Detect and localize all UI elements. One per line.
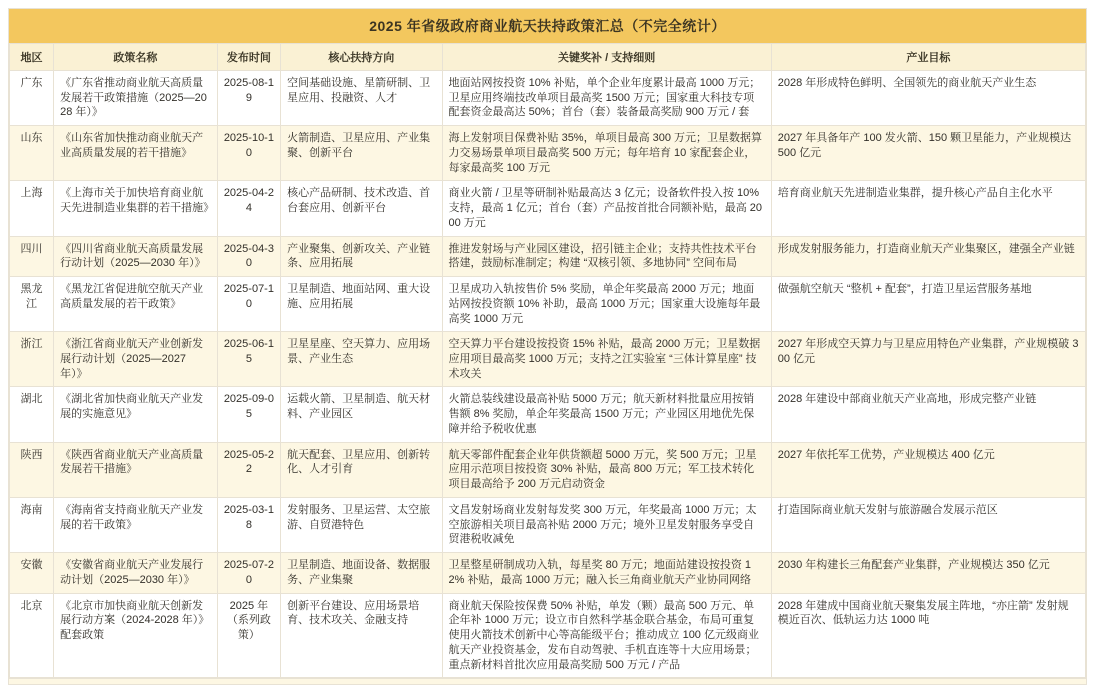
goal-cell: 打造国际商业航天发射与旅游融合发展示范区 xyxy=(771,497,1085,552)
goal-cell: 2027 年形成空天算力与卫星应用特色产业集群，产业规模破 300 亿元 xyxy=(771,332,1085,387)
direction-cell: 火箭制造、卫星应用、产业集聚、创新平台 xyxy=(281,126,442,181)
goal-cell: 2030 年构建长三角配套产业集群，产业规模达 350 亿元 xyxy=(771,553,1085,593)
date-cell: 2025-04-30 xyxy=(217,236,280,276)
incentives-cell: 文昌发射场商业发射每发奖 300 万元，年奖最高 1000 万元；太空旅游相关项目最高补贴 2000 万元；境外卫星发射服务享受自贸港税收减免 xyxy=(442,497,771,552)
date-cell: 2025-04-24 xyxy=(217,181,280,236)
table-row xyxy=(10,497,1086,552)
region-cell: 陕西 xyxy=(10,442,54,497)
table-row xyxy=(10,277,1086,332)
table-row xyxy=(10,442,1086,497)
direction-cell: 核心产品研制、技术改造、首台套应用、创新平台 xyxy=(281,181,442,236)
policy-cell: 《湖北省加快商业航天产业发展的实施意见》 xyxy=(54,387,218,442)
region-cell: 海南 xyxy=(10,497,54,552)
incentives-cell: 航天零部件配套企业年供货额超 5000 万元，奖 500 万元；卫星应用示范项目按投资 30% 补贴，最高 800 万元；军工技术转化项目最高给予 200 万元启动资金 xyxy=(442,442,771,497)
region-cell: 上海 xyxy=(10,181,54,236)
incentives-cell: 地面站网按投资 10% 补贴，单个企业年度累计最高 1000 万元；卫星应用终端技改单项目最高奖 1500 万元；国家重大科技专项配套资金最高达 50%；首台（套）装备最高奖励 900 万元 / 套 xyxy=(442,71,771,126)
region-cell: 山东 xyxy=(10,126,54,181)
date-cell: 2025 年（系列政策） xyxy=(217,593,280,678)
table-row xyxy=(10,126,1086,181)
policy-cell: 《北京市加快商业航天创新发展行动方案（2024-2028 年）》配套政策 xyxy=(54,593,218,678)
incentives-cell: 空天算力平台建设按投资 15% 补贴，最高 2000 万元；卫星数据应用项目最高奖 1000 万元；支持之江实验室 “三体计算星座” 技术攻关 xyxy=(442,332,771,387)
table-row xyxy=(10,387,1086,442)
col-header-region: 地区 xyxy=(10,44,54,71)
table-row xyxy=(10,553,1086,593)
region-cell: 安徽 xyxy=(10,553,54,593)
direction-cell: 产业聚集、创新攻关、产业链条、应用拓展 xyxy=(281,236,442,276)
col-header-goal: 产业目标 xyxy=(771,44,1085,71)
policy-cell: 《广东省推动商业航天高质量发展若干政策措施（2025—2028 年）》 xyxy=(54,71,218,126)
incentives-cell: 卫星成功入轨按售价 5% 奖励，单企年奖最高 2000 万元；地面站网按投资额 10% 补助，最高 1000 万元；国家重大设施每年最高奖 1000 万元 xyxy=(442,277,771,332)
policy-cell: 《黑龙江省促进航空航天产业高质量发展的若干政策》 xyxy=(54,277,218,332)
goal-cell: 2028 年建设中部商业航天产业高地，形成完整产业链 xyxy=(771,387,1085,442)
date-cell: 2025-09-05 xyxy=(217,387,280,442)
policy-cell: 《山东省加快推动商业航天产业高质量发展的若干措施》 xyxy=(54,126,218,181)
date-cell: 2025-10-10 xyxy=(217,126,280,181)
policy-table-container xyxy=(8,8,1087,685)
date-cell: 2025-07-20 xyxy=(217,553,280,593)
goal-cell: 形成发射服务能力，打造商业航天产业集聚区，建强全产业链 xyxy=(771,236,1085,276)
incentives-cell: 火箭总装线建设最高补贴 5000 万元；航天新材料批量应用按销售额 8% 奖励，单企年奖最高 1500 万元；产业园区用地优先保障并给予税收优惠 xyxy=(442,387,771,442)
date-cell: 2025-07-10 xyxy=(217,277,280,332)
table-row xyxy=(10,181,1086,236)
goal-cell: 2027 年依托军工优势，产业规模达 400 亿元 xyxy=(771,442,1085,497)
col-header-incentives: 关键奖补 / 支持细则 xyxy=(442,44,771,71)
date-cell: 2025-03-18 xyxy=(217,497,280,552)
direction-cell: 卫星制造、地面设备、数据服务、产业集聚 xyxy=(281,553,442,593)
header-row xyxy=(10,44,1086,71)
policy-cell: 《安徽省商业航天产业发展行动计划（2025—2030 年）》 xyxy=(54,553,218,593)
policy-cell: 《陕西省商业航天产业高质量发展若干措施》 xyxy=(54,442,218,497)
goal-cell: 2028 年形成特色鲜明、全国领先的商业航天产业生态 xyxy=(771,71,1085,126)
policy-table xyxy=(9,43,1086,678)
page-title: 2025 年省级政府商业航天扶持政策汇总（不完全统计） xyxy=(9,9,1086,43)
direction-cell: 卫星制造、地面站网、重大设施、应用拓展 xyxy=(281,277,442,332)
incentives-cell: 卫星整星研制成功入轨，每星奖 80 万元；地面站建设按投资 12% 补贴，最高 1000 万元；融入长三角商业航天产业协同网络 xyxy=(442,553,771,593)
col-header-direction: 核心扶持方向 xyxy=(281,44,442,71)
policy-cell: 《四川省商业航天高质量发展行动计划（2025—2030 年）》 xyxy=(54,236,218,276)
incentives-cell: 海上发射项目保费补贴 35%，单项目最高 300 万元；卫星数据算力交易场景单项目最高奖 500 万元；每年培育 10 家配套企业，每家最高奖 100 万元 xyxy=(442,126,771,181)
goal-cell: 培育商业航天先进制造业集群，提升核心产品自主化水平 xyxy=(771,181,1085,236)
region-cell: 湖北 xyxy=(10,387,54,442)
col-header-policy: 政策名称 xyxy=(54,44,218,71)
direction-cell: 运载火箭、卫星制造、航天材料、产业园区 xyxy=(281,387,442,442)
region-cell: 黑龙江 xyxy=(10,277,54,332)
goal-cell: 2027 年具备年产 100 发火箭、150 颗卫星能力，产业规模达 500 亿元 xyxy=(771,126,1085,181)
date-cell: 2025-06-15 xyxy=(217,332,280,387)
goal-cell: 做强航空航天 “整机 + 配套”，打造卫星运营服务基地 xyxy=(771,277,1085,332)
goal-cell: 2028 年建成中国商业航天聚集发展主阵地，“亦庄箭” 发射规模近百次、低轨运力达 1000 吨 xyxy=(771,593,1085,678)
table-row xyxy=(10,236,1086,276)
policy-cell: 《上海市关于加快培育商业航天先进制造业集群的若干措施》 xyxy=(54,181,218,236)
direction-cell: 航天配套、卫星应用、创新转化、人才引育 xyxy=(281,442,442,497)
table-row xyxy=(10,332,1086,387)
table-row xyxy=(10,71,1086,126)
region-cell: 北京 xyxy=(10,593,54,678)
region-cell: 四川 xyxy=(10,236,54,276)
incentives-cell: 商业航天保险按保费 50% 补贴，单发（颗）最高 500 万元、单企年补 1000 万元；设立市自然科学基金联合基金，布局可重复使用火箭技术创新中心等高能级平台；推动成立 100 亿元级商业航天产业投资基金，发布自动驾驶、手机直连等十大应用场景；重点新材料首批次应用最高奖励 500 万元 / 产品 xyxy=(442,593,771,678)
region-cell: 广东 xyxy=(10,71,54,126)
policy-cell: 《浙江省商业航天产业创新发展行动计划（2025—2027 年）》 xyxy=(54,332,218,387)
incentives-cell: 商业火箭 / 卫星等研制补贴最高达 3 亿元；设备软件投入按 10% 支持，最高 1 亿元；首台（套）产品按首批合同额补贴，最高 2000 万元 xyxy=(442,181,771,236)
col-header-date: 发布时间 xyxy=(217,44,280,71)
direction-cell: 空间基础设施、星箭研制、卫星应用、投融资、人才 xyxy=(281,71,442,126)
incentives-cell: 推进发射场与产业园区建设，招引链主企业；支持共性技术平台搭建，鼓励标准制定；构建 “双核引领、多地协同” 空间布局 xyxy=(442,236,771,276)
direction-cell: 发射服务、卫星运营、太空旅游、自贸港特色 xyxy=(281,497,442,552)
date-cell: 2025-05-22 xyxy=(217,442,280,497)
region-cell: 浙江 xyxy=(10,332,54,387)
policy-cell: 《海南省支持商业航天产业发展的若干政策》 xyxy=(54,497,218,552)
table-bottom-strip xyxy=(9,678,1086,684)
date-cell: 2025-08-19 xyxy=(217,71,280,126)
direction-cell: 创新平台建设、应用场景培育、技术攻关、金融支持 xyxy=(281,593,442,678)
direction-cell: 卫星星座、空天算力、应用场景、产业生态 xyxy=(281,332,442,387)
table-row xyxy=(10,593,1086,678)
